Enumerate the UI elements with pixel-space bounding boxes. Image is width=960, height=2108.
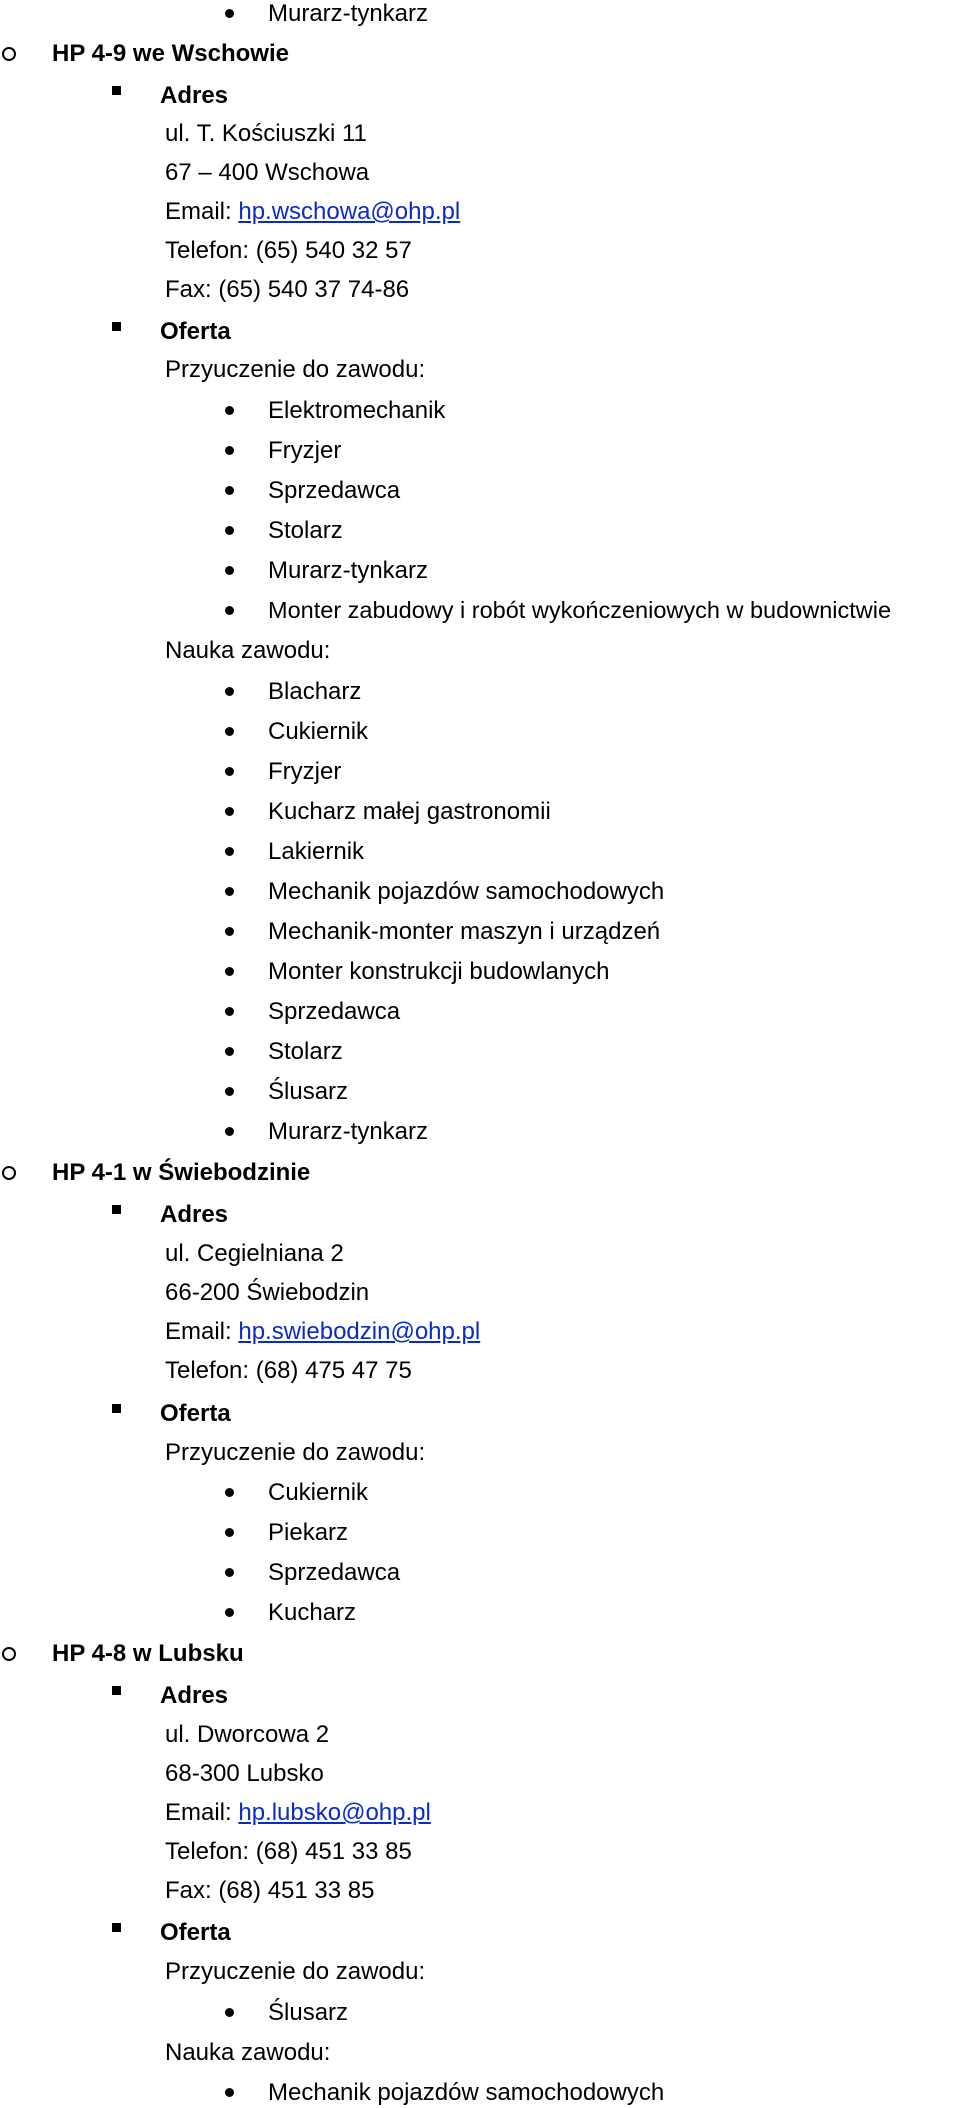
bullet-dot-icon <box>225 1528 234 1537</box>
email-link[interactable]: hp.swiebodzin@ohp.pl <box>238 1318 481 1345</box>
section-bullet-icon <box>2 47 16 61</box>
bullet-dot-icon <box>225 727 234 736</box>
list-item: Sprzedawca <box>268 998 401 1025</box>
square-bullet-icon <box>112 86 121 95</box>
bullet-dot-icon <box>225 887 234 896</box>
list-item: Blacharz <box>268 678 362 705</box>
street-text: ul. T. Kościuszki 11 <box>165 120 367 147</box>
square-bullet-icon <box>112 1923 121 1932</box>
list-item: Murarz-tynkarz <box>268 1118 429 1145</box>
bullet-dot-icon <box>225 446 234 455</box>
email-label: Email: <box>165 1318 239 1345</box>
adres-label: Adres <box>160 82 229 109</box>
phone-text: Telefon: (68) 451 33 85 <box>165 1838 412 1865</box>
city-text: 68-300 Lubsko <box>165 1760 324 1787</box>
email-line <box>165 1320 480 1344</box>
section-bullet-icon <box>2 1647 16 1661</box>
bullet-dot-icon <box>225 967 234 976</box>
list-item: Fryzjer <box>268 758 342 785</box>
list-item: Ślusarz <box>268 1999 349 2026</box>
bullet-dot-icon <box>225 566 234 575</box>
bullet-dot-icon <box>225 807 234 816</box>
list-item: Stolarz <box>268 517 343 544</box>
fax-text: Fax: (68) 451 33 85 <box>165 1877 375 1904</box>
bullet-dot-icon <box>225 2008 234 2017</box>
list-item: Cukiernik <box>268 718 369 745</box>
oferta-label: Oferta <box>160 1400 231 1427</box>
list-item: Elektromechanik <box>268 397 446 424</box>
przyuczenie-label: Przyuczenie do zawodu: <box>165 1439 426 1466</box>
phone-text: Telefon: (65) 540 32 57 <box>165 237 412 264</box>
nauka-label: Nauka zawodu: <box>165 637 331 664</box>
bullet-dot-icon <box>225 1007 234 1016</box>
list-item: Mechanik pojazdów samochodowych <box>268 2079 665 2106</box>
list-item: Kucharz małej gastronomii <box>268 798 551 825</box>
list-item: Fryzjer <box>268 437 342 464</box>
phone-text: Telefon: (68) 475 47 75 <box>165 1357 412 1384</box>
section-bullet-icon <box>2 1166 16 1180</box>
adres-label: Adres <box>160 1201 229 1228</box>
email-label: Email: <box>165 198 239 225</box>
bullet-dot-icon <box>225 767 234 776</box>
oferta-label: Oferta <box>160 1919 231 1946</box>
list-item: Murarz-tynkarz <box>268 0 429 27</box>
oferta-label: Oferta <box>160 318 231 345</box>
bullet-dot-icon <box>225 606 234 615</box>
list-item: Sprzedawca <box>268 1559 401 1586</box>
list-item: Mechanik pojazdów samochodowych <box>268 878 665 905</box>
list-item: Mechanik-monter maszyn i urządzeń <box>268 918 661 945</box>
bullet-dot-icon <box>225 1047 234 1056</box>
list-item: Cukiernik <box>268 1479 369 1506</box>
list-item: Ślusarz <box>268 1078 349 1105</box>
list-item: Monter konstrukcji budowlanych <box>268 958 610 985</box>
bullet-dot-icon <box>225 1568 234 1577</box>
bullet-dot-icon <box>225 9 234 18</box>
email-link[interactable]: hp.lubsko@ohp.pl <box>238 1799 431 1826</box>
email-label: Email: <box>165 1799 239 1826</box>
bullet-dot-icon <box>225 526 234 535</box>
fax-text: Fax: (65) 540 37 74-86 <box>165 276 410 303</box>
list-item: Stolarz <box>268 1038 343 1065</box>
bullet-dot-icon <box>225 1087 234 1096</box>
email-line <box>165 200 460 224</box>
section-heading-lubsko: HP 4-8 w Lubsku <box>52 1640 244 1667</box>
section-heading-wschowa: HP 4-9 we Wschowie <box>52 40 289 67</box>
square-bullet-icon <box>112 322 121 331</box>
street-text: ul. Cegielniana 2 <box>165 1240 344 1267</box>
przyuczenie-label: Przyuczenie do zawodu: <box>165 356 426 383</box>
bullet-dot-icon <box>225 927 234 936</box>
section-heading-swiebodzin: HP 4-1 w Świebodzinie <box>52 1159 311 1186</box>
list-item: Piekarz <box>268 1519 349 1546</box>
bullet-dot-icon <box>225 2088 234 2097</box>
list-item: Murarz-tynkarz <box>268 557 429 584</box>
city-text: 67 – 400 Wschowa <box>165 159 370 186</box>
bullet-dot-icon <box>225 486 234 495</box>
list-item: Kucharz <box>268 1599 357 1626</box>
square-bullet-icon <box>112 1686 121 1695</box>
przyuczenie-label: Przyuczenie do zawodu: <box>165 1958 426 1985</box>
email-link[interactable]: hp.wschowa@ohp.pl <box>238 198 461 225</box>
bullet-dot-icon <box>225 1127 234 1136</box>
bullet-dot-icon <box>225 1488 234 1497</box>
city-text: 66-200 Świebodzin <box>165 1279 370 1306</box>
email-line <box>165 1801 431 1825</box>
square-bullet-icon <box>112 1404 121 1413</box>
list-item: Sprzedawca <box>268 477 401 504</box>
bullet-dot-icon <box>225 1608 234 1617</box>
nauka-label: Nauka zawodu: <box>165 2039 331 2066</box>
list-item: Monter zabudowy i robót wykończeniowych w budownictwie <box>268 597 892 623</box>
square-bullet-icon <box>112 1205 121 1214</box>
bullet-dot-icon <box>225 687 234 696</box>
bullet-dot-icon <box>225 847 234 856</box>
list-item: Lakiernik <box>268 838 365 865</box>
bullet-dot-icon <box>225 406 234 415</box>
street-text: ul. Dworcowa 2 <box>165 1721 330 1748</box>
adres-label: Adres <box>160 1682 229 1709</box>
